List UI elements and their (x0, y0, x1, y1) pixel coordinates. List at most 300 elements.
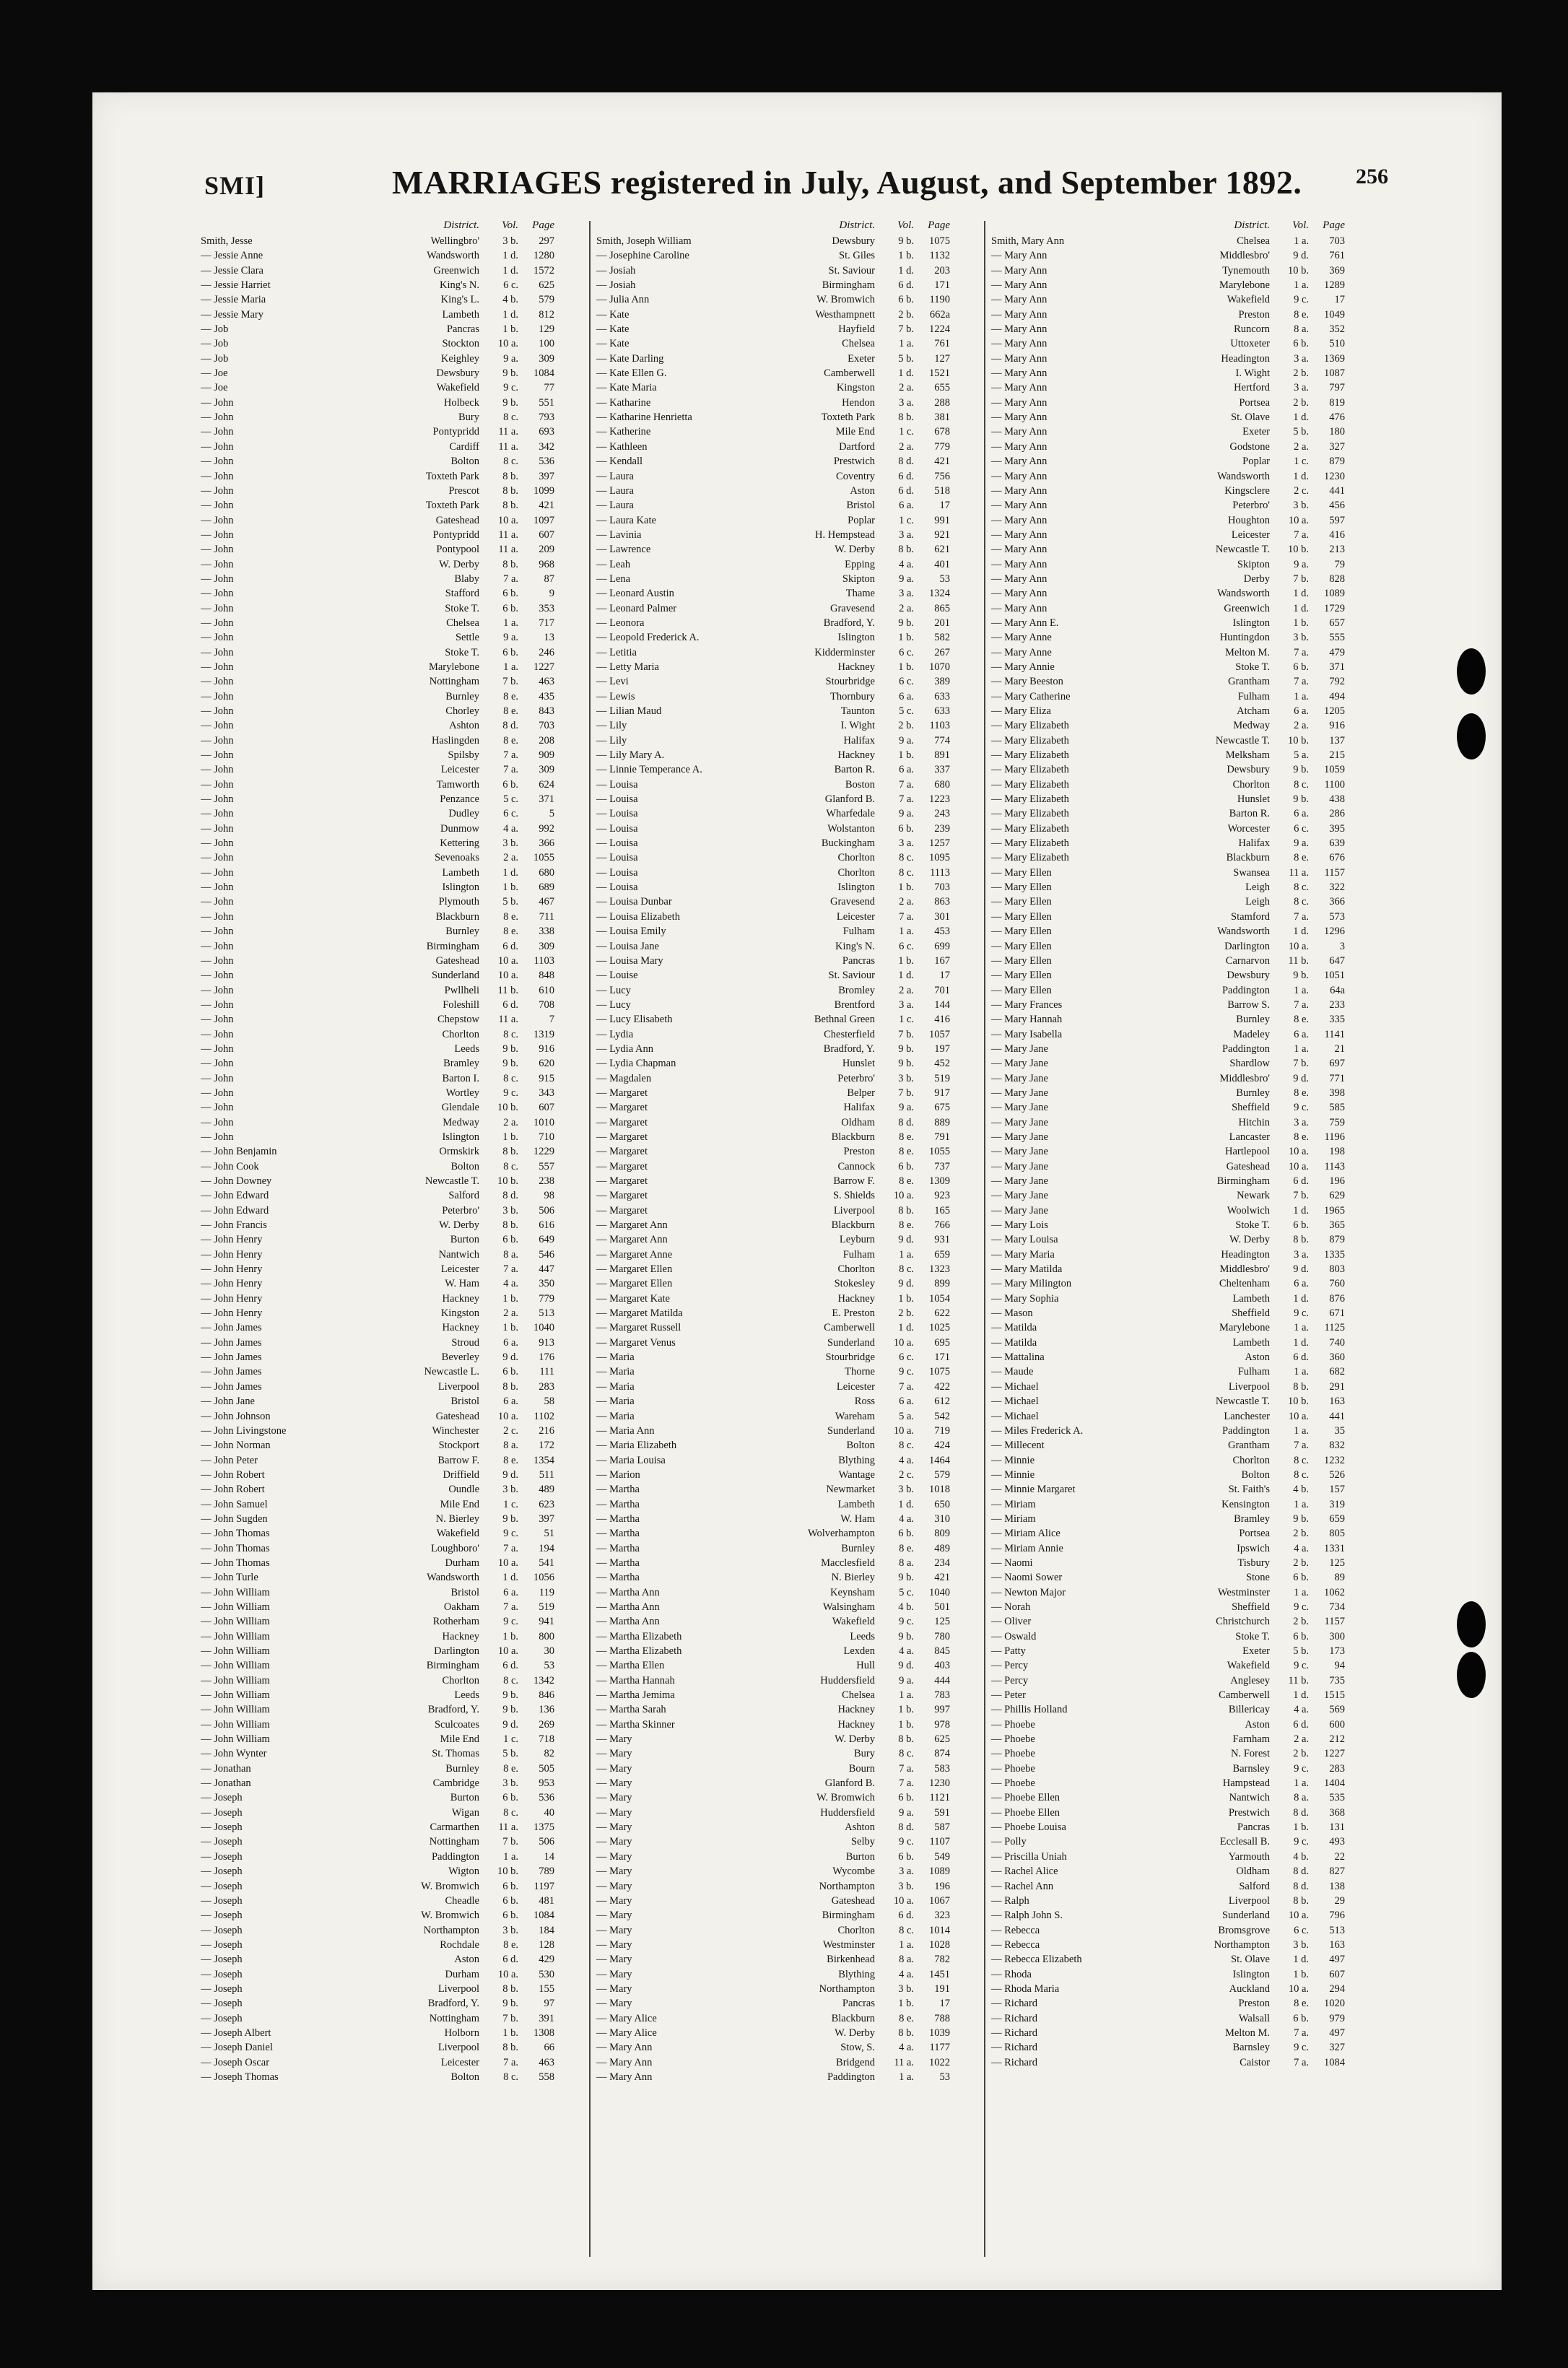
entry-district: Westminster (822, 1938, 875, 1951)
entry-page: 1227 (1324, 1748, 1345, 1760)
index-entry (991, 1512, 1377, 1526)
index-column-2 (596, 219, 983, 2255)
entry-page: 191 (934, 1982, 950, 1995)
entry-page: 17 (939, 1998, 950, 2010)
entry-district: Stroud (451, 1336, 479, 1349)
entry-page: 416 (1329, 528, 1345, 541)
entry-volume: 8 b. (1293, 1380, 1309, 1393)
entry-page: 463 (539, 2056, 554, 2068)
index-entry (201, 1482, 587, 1497)
entry-volume: 8 c. (899, 1924, 914, 1936)
entry-volume: 1 a. (1294, 1586, 1309, 1598)
entry-district: Chelsea (842, 1689, 875, 1702)
index-entry (596, 630, 983, 645)
index-entry (596, 1894, 983, 1908)
entry-name: — Joseph Albert (201, 2027, 271, 2039)
entry-page: 3 (1339, 940, 1345, 952)
entry-name: — John (201, 778, 234, 791)
entry-name: — Phillis Holland (991, 1704, 1068, 1716)
entry-volume: 8 e. (899, 1175, 914, 1187)
entry-volume: 6 b. (1293, 2012, 1309, 2024)
entry-district: Halifax (843, 1102, 875, 1114)
entry-name: — Kate (596, 308, 630, 321)
entry-page: 1157 (1324, 1616, 1345, 1628)
index-entry (201, 1967, 587, 1982)
entry-name: — John Henry (201, 1234, 263, 1246)
entry-volume: 9 b. (1293, 970, 1309, 982)
entry-district: Islington (442, 1131, 479, 1143)
entry-district: Tamworth (436, 778, 479, 791)
entry-district: Burnley (445, 690, 479, 702)
entry-district: Wandsworth (1217, 588, 1270, 600)
entry-page: 701 (934, 984, 950, 996)
entry-page: 441 (1329, 1410, 1345, 1422)
entry-page: 66 (544, 2042, 554, 2054)
index-entry (201, 1394, 587, 1409)
entry-page: 809 (934, 1528, 950, 1540)
entry-volume: 1 b. (502, 882, 518, 894)
index-entry (991, 1850, 1377, 1864)
index-entry (201, 1071, 587, 1086)
entry-page: 456 (1329, 500, 1345, 512)
entry-page: 1572 (533, 264, 554, 277)
entry-volume: 1 d. (1293, 602, 1309, 614)
entry-name: — Lucy Elisabeth (596, 1014, 673, 1026)
index-entry (201, 660, 587, 674)
entry-page: 1075 (929, 235, 950, 247)
entry-page: 1230 (1324, 470, 1345, 482)
entry-volume: 7 b. (898, 323, 914, 336)
entry-district: Chesterfield (824, 1028, 875, 1040)
index-entry (596, 1908, 983, 1923)
index-entry (201, 1100, 587, 1115)
index-entry (596, 308, 983, 322)
entry-volume: 1 b. (1293, 1821, 1309, 1834)
entry-name: — Leopold Frederick A. (596, 632, 700, 644)
entry-page: 17 (939, 500, 950, 512)
entry-name: — Mary Ann (991, 264, 1047, 277)
entry-volume: 7 b. (1293, 1190, 1309, 1202)
entry-district: Toxteth Park (425, 470, 479, 482)
entry-volume: 6 b. (502, 588, 518, 600)
index-entry (991, 336, 1377, 351)
index-entry (991, 1350, 1377, 1364)
entry-page: 530 (539, 1968, 554, 1980)
entry-volume: 8 c. (503, 1806, 518, 1819)
entry-district: Billericay (1228, 1704, 1270, 1716)
index-entry (991, 674, 1377, 689)
entry-volume: 1 b. (898, 749, 914, 762)
entry-name: — Margaret Anne (596, 1248, 673, 1261)
index-entry (596, 1614, 983, 1629)
entry-volume: 8 b. (1293, 1234, 1309, 1246)
entry-district: Sunderland (827, 1424, 875, 1437)
entry-volume: 1 d. (1293, 1336, 1309, 1349)
entry-name: — Mary Ellen (991, 896, 1052, 908)
entry-page: 1025 (929, 1322, 950, 1334)
entry-name: — Maria (596, 1396, 635, 1408)
entry-page: 1308 (533, 2027, 554, 2039)
entry-volume: 3 b. (502, 1777, 518, 1790)
entry-page: 1089 (1324, 588, 1345, 600)
entry-district: Islington (837, 882, 875, 894)
entry-name: — Laura Kate (596, 514, 656, 526)
entry-volume: 8 e. (1294, 1087, 1309, 1099)
entry-volume: 5 b. (502, 896, 518, 908)
entry-district: Derby (1243, 573, 1270, 585)
entry-volume: 10 a. (1288, 1160, 1309, 1172)
entry-name: — Maria (596, 1380, 635, 1393)
entry-name: — Margaret (596, 1175, 648, 1187)
entry-volume: 6 d. (502, 1660, 518, 1672)
entry-volume: 6 b. (502, 1894, 518, 1907)
entry-volume: 9 c. (503, 1087, 518, 1099)
entry-name: — Louisa Jane (596, 940, 659, 952)
entry-page: 1965 (1324, 1204, 1345, 1216)
entry-page: 557 (539, 1160, 554, 1172)
index-entry (991, 2040, 1377, 2055)
entry-page: 899 (934, 1278, 950, 1290)
entry-volume: 1 d. (1293, 1204, 1309, 1216)
index-entry (201, 1438, 587, 1453)
entry-volume: 9 b. (898, 1572, 914, 1584)
entry-district: Sculcoates (434, 1718, 479, 1731)
index-entry (201, 572, 587, 586)
entry-page: 551 (539, 396, 554, 409)
entry-name: — John (201, 396, 234, 409)
entry-district: Preston (843, 1146, 875, 1158)
entry-page: 1087 (1324, 367, 1345, 380)
index-entry (596, 557, 983, 572)
entry-page: 1132 (929, 250, 950, 262)
entry-volume: 9 d. (898, 1278, 914, 1290)
entry-page: 1113 (930, 866, 950, 879)
entry-volume: 8 b. (502, 1380, 518, 1393)
index-entry (596, 822, 983, 836)
entry-volume: 1 d. (502, 308, 518, 321)
index-entry (596, 1658, 983, 1673)
entry-page: 391 (539, 2012, 554, 2024)
entry-page: 759 (1329, 1116, 1345, 1128)
entry-name: — Mary Elizabeth (991, 720, 1069, 732)
entry-name: — Josiah (596, 279, 636, 292)
index-entry (596, 806, 983, 821)
entry-name: — Mary Annie (991, 661, 1055, 673)
entry-page: 915 (539, 1072, 554, 1084)
index-entry (201, 1570, 587, 1585)
entry-page: 128 (539, 1938, 554, 1951)
index-entry (596, 1864, 983, 1879)
index-entry (596, 1159, 983, 1174)
entry-district: Godstone (1229, 440, 1270, 453)
entry-page: 803 (1329, 1263, 1345, 1276)
entry-district: S. Shields (832, 1190, 875, 1202)
entry-page: 368 (1329, 1806, 1345, 1819)
entry-volume: 1 a. (899, 1248, 914, 1261)
entry-page: 1018 (929, 1484, 950, 1496)
entry-district: Darlington (1224, 940, 1270, 952)
entry-volume: 3 a. (899, 396, 914, 409)
entry-district: Bromsgrove (1218, 1924, 1270, 1936)
entry-volume: 3 a. (1294, 1248, 1309, 1261)
index-entry (596, 1850, 983, 1864)
entry-volume: 2 b. (1293, 396, 1309, 409)
entry-volume: 1 d. (1293, 1689, 1309, 1702)
entry-page: 421 (539, 500, 554, 512)
entry-name: — Kendall (596, 456, 643, 468)
entry-district: Lancaster (1229, 1131, 1270, 1143)
entry-page: 518 (934, 484, 950, 497)
entry-volume: 1 b. (1293, 1968, 1309, 1980)
entry-volume: 9 c. (899, 1616, 914, 1628)
entry-page: 97 (544, 1998, 554, 2010)
entry-name: — Mary Isabella (991, 1028, 1063, 1040)
entry-name: — Martha (596, 1512, 640, 1525)
index-entry (991, 1130, 1377, 1144)
entry-page: 1049 (1324, 308, 1345, 321)
entry-volume: 8 b. (1293, 1894, 1309, 1907)
entry-page: 913 (539, 1336, 554, 1349)
entry-volume: 9 b. (898, 1042, 914, 1055)
entry-volume: 1 d. (502, 1572, 518, 1584)
entry-page: 353 (539, 602, 554, 614)
entry-name: — Priscilla Uniah (991, 1850, 1067, 1863)
entry-name: — Mary Ann (991, 323, 1047, 336)
index-entry (201, 822, 587, 836)
entry-name: — Mary Ann (991, 294, 1047, 306)
entry-name: — John Henry (201, 1292, 263, 1305)
entry-volume: 8 c. (1294, 778, 1309, 791)
entry-page: 675 (934, 1102, 950, 1114)
index-entry (596, 1482, 983, 1497)
entry-district: Driffield (443, 1468, 479, 1481)
entry-volume: 9 c. (503, 1528, 518, 1540)
entry-district: Lanchester (1224, 1410, 1270, 1422)
entry-volume: 7 a. (899, 778, 914, 791)
entry-name: — Mary Ann (991, 573, 1047, 585)
entry-district: St. Giles (839, 250, 875, 262)
entry-volume: 2 b. (898, 1307, 914, 1320)
entry-volume: 2 b. (1293, 367, 1309, 380)
entry-name: — John (201, 970, 234, 982)
entry-page: 310 (934, 1512, 950, 1525)
entry-district: Haslingden (431, 734, 479, 746)
entry-name: — Percy (991, 1660, 1029, 1672)
index-entry (596, 1262, 983, 1276)
column-header (991, 219, 1377, 234)
entry-name: — John (201, 558, 234, 570)
entry-name: — Joseph (201, 1968, 243, 1980)
entry-volume: 8 b. (502, 470, 518, 482)
entry-name: — John (201, 1116, 234, 1128)
entry-name: — Maude (991, 1366, 1034, 1378)
entry-volume: 9 b. (1293, 793, 1309, 806)
entry-district: Auckland (1229, 1982, 1270, 1995)
entry-name: — John Thomas (201, 1557, 270, 1569)
entry-volume: 9 c. (1294, 1836, 1309, 1848)
entry-volume: 1 b. (502, 1322, 518, 1334)
entry-volume: 9 c. (1294, 2042, 1309, 2054)
entry-volume: 1 c. (1294, 456, 1309, 468)
entry-district: King's N. (835, 940, 875, 952)
entry-page: 398 (1329, 1087, 1345, 1099)
index-entry (991, 968, 1377, 983)
entry-district: Kensington (1221, 1498, 1270, 1510)
entry-volume: 7 a. (899, 793, 914, 806)
entry-volume: 2 b. (1293, 1528, 1309, 1540)
entry-volume: 5 b. (1293, 426, 1309, 438)
entry-district: Blackburn (435, 910, 479, 923)
entry-name: — Michael (991, 1396, 1039, 1408)
entry-district: Ipswich (1237, 1542, 1270, 1554)
entry-page: 1375 (533, 1821, 554, 1834)
entry-page: 441 (1329, 484, 1345, 497)
entry-volume: 8 b. (898, 1204, 914, 1216)
entry-page: 194 (539, 1542, 554, 1554)
entry-page: 585 (1329, 1102, 1345, 1114)
entry-name: — Maria (596, 1366, 635, 1378)
entry-name: — Louisa (596, 793, 638, 806)
index-entry (596, 586, 983, 601)
index-entry (991, 1203, 1377, 1218)
entry-volume: 6 b. (1293, 338, 1309, 350)
entry-district: Ormskirk (439, 1146, 479, 1158)
entry-district: Durham (445, 1557, 479, 1569)
index-entry (596, 704, 983, 718)
entry-volume: 9 c. (1294, 1660, 1309, 1672)
entry-district: Burton (450, 1792, 479, 1804)
index-entry (596, 2011, 983, 2026)
entry-name: — Michael (991, 1380, 1039, 1393)
index-entry (201, 1306, 587, 1320)
entry-district: Peterbro' (837, 1072, 875, 1084)
header-district: District. (443, 219, 479, 231)
index-entry (991, 1541, 1377, 1556)
entry-district: Bolton (450, 2071, 479, 2083)
entry-page: 98 (544, 1190, 554, 1202)
entry-page: 843 (539, 705, 554, 717)
entry-page: 119 (539, 1586, 554, 1598)
index-entry (596, 1688, 983, 1702)
entry-name: — John (201, 440, 234, 453)
index-entry (991, 528, 1377, 542)
entry-page: 51 (544, 1528, 554, 1540)
index-code: SMI] (204, 171, 265, 200)
entry-district: Preston (1238, 308, 1270, 321)
index-entry (991, 484, 1377, 498)
index-entry (991, 1071, 1377, 1086)
entry-name: — John (201, 954, 234, 967)
entry-district: Peterbro' (1232, 500, 1270, 512)
entry-district: Portsea (1239, 1528, 1270, 1540)
index-entry (201, 1350, 587, 1364)
entry-district: Blything (838, 1968, 875, 1980)
index-entry (596, 689, 983, 704)
entry-volume: 10 a. (497, 970, 518, 982)
entry-district: Pontypridd (432, 528, 479, 541)
entry-volume: 1 d. (502, 264, 518, 277)
entry-district: Thorne (845, 1366, 875, 1378)
entry-page: 1075 (929, 1366, 950, 1378)
entry-name: — Ralph John S. (991, 1910, 1063, 1922)
entry-district: Lambeth (1232, 1292, 1270, 1305)
index-entry (201, 542, 587, 557)
entry-district: St. Faith's (1228, 1484, 1270, 1496)
index-entry (991, 894, 1377, 909)
entry-district: Kingston (836, 382, 875, 394)
entry-name: — Martha Ann (596, 1616, 660, 1628)
entry-volume: 1 d. (898, 264, 914, 277)
entry-district: Wandsworth (427, 1572, 479, 1584)
entry-district: Wolverhampton (807, 1528, 875, 1540)
entry-district: St. Thomas (432, 1748, 479, 1760)
entry-district: Oldham (1236, 1866, 1270, 1878)
entry-page: 1197 (533, 1880, 554, 1892)
index-entry (991, 1806, 1377, 1820)
entry-volume: 8 c. (899, 852, 914, 864)
entry-volume: 9 c. (899, 1366, 914, 1378)
entry-page: 421 (934, 1572, 950, 1584)
entry-page: 1084 (533, 367, 554, 380)
entry-page: 797 (1329, 382, 1345, 394)
entry-page: 493 (1329, 1836, 1345, 1848)
index-entry (991, 1938, 1377, 1952)
entry-volume: 11 b. (497, 984, 518, 996)
index-entry (991, 1497, 1377, 1512)
entry-volume: 10 a. (497, 1410, 518, 1422)
entry-page: 1331 (1324, 1542, 1345, 1554)
index-entry (201, 1512, 587, 1526)
entry-volume: 9 d. (502, 1718, 518, 1731)
index-entry (596, 1702, 983, 1717)
index-entry (596, 1144, 983, 1159)
entry-page: 1157 (1324, 866, 1345, 879)
entry-volume: 10 a. (1288, 1410, 1309, 1422)
index-entry (201, 2040, 587, 2055)
entry-name: — Jessie Harriet (201, 279, 271, 292)
index-entry (596, 880, 983, 894)
index-entry (596, 542, 983, 557)
entry-district: Barnsley (1232, 2042, 1270, 2054)
entry-name: — John William (201, 1733, 270, 1746)
entry-volume: 1 a. (503, 617, 518, 629)
entry-name: — Joseph (201, 2012, 243, 2024)
entry-district: Leicester (836, 1380, 875, 1393)
entry-page: 246 (539, 646, 554, 658)
entry-name: — Mary Ann (991, 456, 1047, 468)
entry-page: 828 (1329, 573, 1345, 585)
entry-page: 519 (539, 1601, 554, 1613)
entry-name: — Mary Ellen (991, 910, 1052, 923)
entry-name: — Miriam (991, 1498, 1036, 1510)
entry-name: — Levi (596, 676, 629, 688)
entry-district: Toxteth Park (821, 412, 875, 424)
entry-page: 760 (1329, 1278, 1345, 1290)
entry-page: 978 (934, 1718, 950, 1731)
entry-name: — John Cook (201, 1160, 259, 1172)
entry-name: — Margaret Matilda (596, 1307, 683, 1320)
entry-district: Mile End (835, 426, 875, 438)
entry-volume: 6 d. (898, 279, 914, 292)
entry-name: — Martha Ellen (596, 1660, 665, 1672)
entry-name: — Mary (596, 1748, 632, 1760)
column-header (596, 219, 983, 234)
entry-page: 489 (934, 1542, 950, 1554)
entry-page: 309 (539, 940, 554, 952)
index-entry (991, 778, 1377, 792)
entry-page: 1229 (533, 1146, 554, 1158)
entry-name: — John Jane (201, 1396, 255, 1408)
